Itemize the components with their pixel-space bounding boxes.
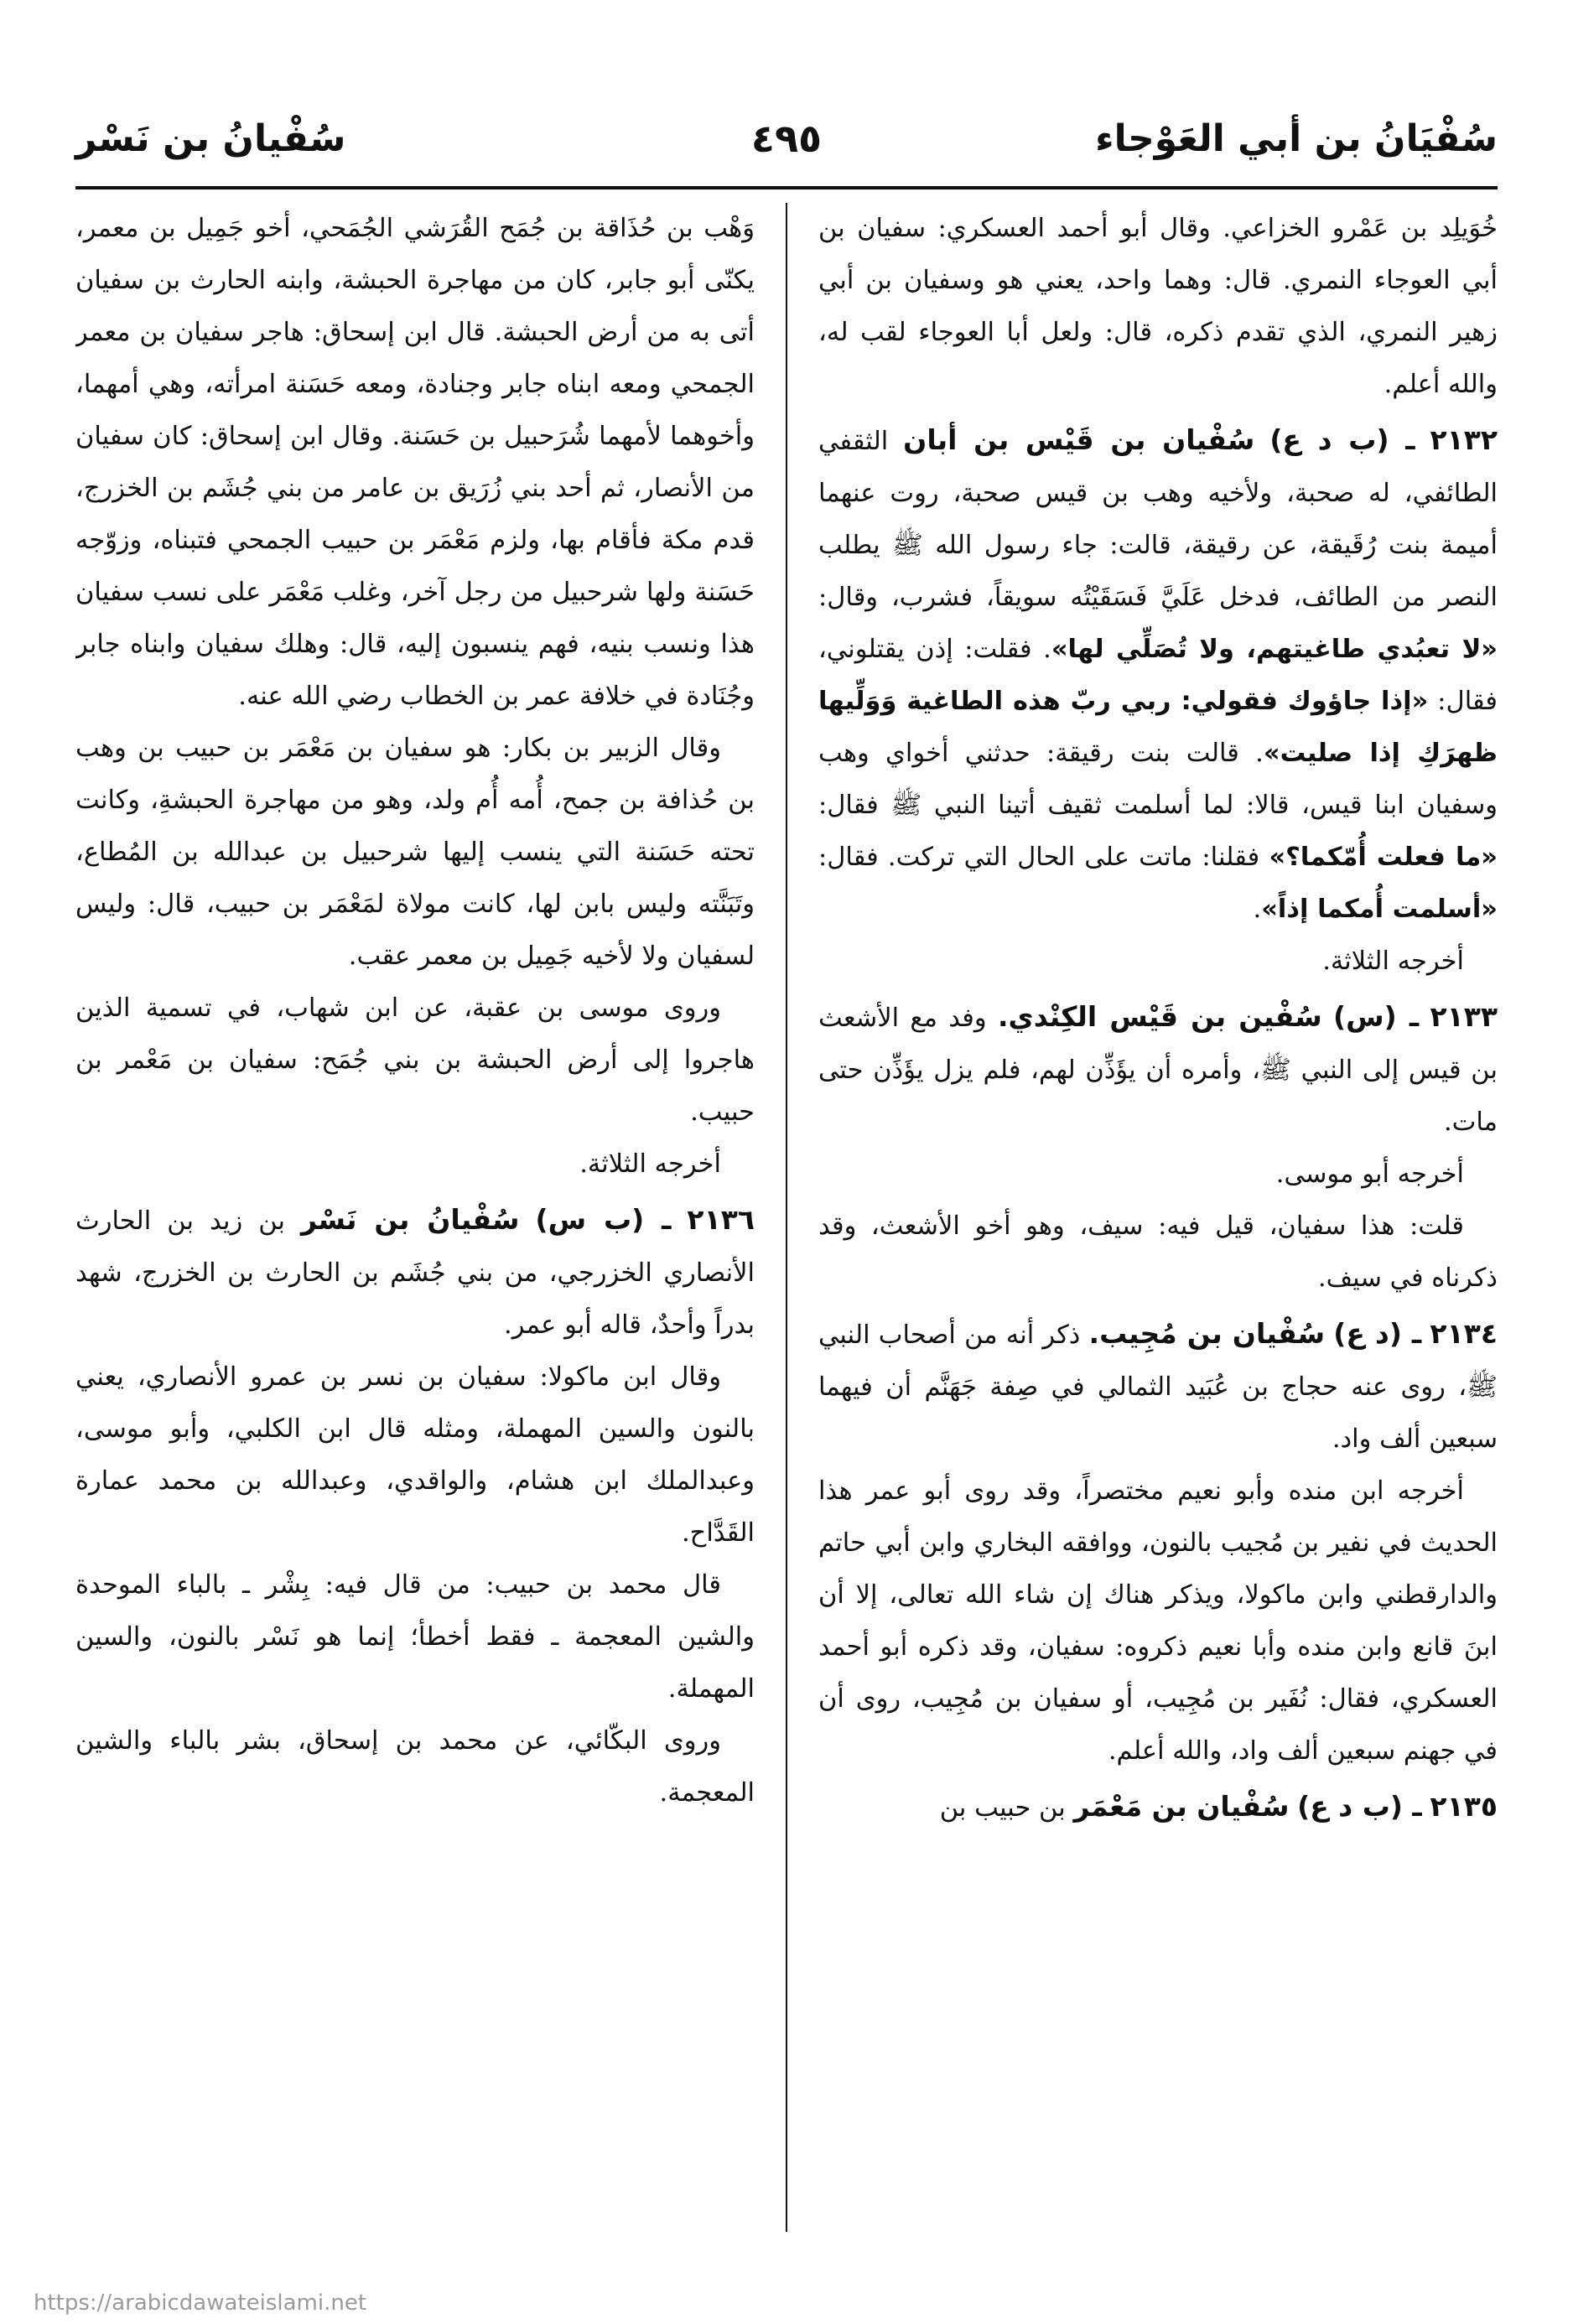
entry-number: ٢١٣٦ <box>687 1203 755 1236</box>
entry-text: بن زيد بن الحارث الأنصاري الخزرجي، من بني جُشَم بن الحارث بن الخزرج، شهد بدراً وأحدٌ، قاله أبو عمر. <box>75 1206 755 1340</box>
entry-text: فقلنا: ماتت على الحال التي تركت. فقال: <box>818 843 1269 872</box>
entry-source-code: (س) <box>1333 1000 1397 1033</box>
entry-source-code: (د ع) <box>1333 1317 1402 1350</box>
entry-text: . <box>1253 895 1262 924</box>
text-columns <box>75 203 1498 2232</box>
entry-text: . فقلت: إذن يقتلوني، فقال: <box>818 635 1498 716</box>
hadith-quote: «لا تعبُدي طاغيتهم، ولا تُصَلِّي لها» <box>1051 635 1498 664</box>
paragraph: خُوَيلِد بن عَمْرو الخزاعي. وقال أبو أحمد العسكري: سفيان بن أبي العوجاء النمري. قال: وهما واحد، يعني هو وسفيان بن أبي زهير النمري، الذي تقدم ذكره، قال: ولعل أبا العوجاء لقب له، والله أعلم. <box>818 214 1498 399</box>
entry-text: بن حبيب بن <box>939 1793 1074 1823</box>
paragraph: وقال الزبير بن بكار: هو سفيان بن مَعْمَر بن حبيب بن وهب بن حُذافة بن جمح، أُمه أُم ولد، وهو من مهاجرة الحبشةِ، وكانت تحته حَسَنة التي ينسب إليها شرحبيل بن عبدالله بن المُطاع، وتَبَنَّته وليس بابن لها، كانت مولاة لمَعْمَر بن حبيب، قال: وليس لسفيان ولا لأخيه جَمِيل بن معمر عقب. <box>75 734 755 971</box>
entry-2135: ٢١٣٥ ـ (ب د ع) سُفْيان بن مَعْمَر بن حبيب بن <box>939 1790 1498 1823</box>
column-divider <box>786 203 787 2232</box>
takhrij-note: أخرجه الثلاثة. <box>1322 947 1464 976</box>
paragraph: وقال ابن ماكولا: سفيان بن نسر بن عمرو الأنصاري، يعني بالنون والسين المهملة، ومثله قال ابن الكلبي، وأبو موسى، وعبدالملك ابن هشام، والواقدي، وعبدالله بن محمد عمارة القَدَّاح. <box>75 1362 755 1548</box>
entry-number: ٢١٣٣ <box>1430 1000 1498 1033</box>
hadith-quote: «أسلمت أُمكما إذاً» <box>1261 895 1498 924</box>
paragraph: أخرجه ابن منده وأبو نعيم مختصراً، وقد روى أبو عمر هذا الحديث في نفير بن مُجيب بالنون، ووافقه البخاري وابن أبي حاتم والدارقطني وابن ماكولا، ويذكر هناك إن شاء الله تعالى، إلا أن ابنَ قانع وابن منده وأبا نعيم ذكروه: سفيان، وقد ذكره أبو أحمد العسكري، فقال: نُفَير بن مُجِيب، أو سفيان بن مُجِيب، روى أن في جهنم سبعين ألف واد، والله أعلم. <box>818 1476 1498 1766</box>
entry-text: ذكر أنه من أصحاب النبي ﷺ، روى عنه حجاج بن عُبَيد الثمالي في صِفة جَهَنَّم أن فيهما سبعين ألف واد. <box>818 1320 1498 1454</box>
entry-name: سُفْيان بن مُجِيب. <box>1088 1317 1326 1350</box>
entry-number: ٢١٣٤ <box>1430 1317 1498 1350</box>
entry-source-code: (ب د ع) <box>1269 423 1389 456</box>
entry-2134: ٢١٣٤ ـ (د ع) سُفْيان بن مُجِيب. ذكر أنه من أصحاب النبي ﷺ، روى عنه حجاج بن عُبَيد الثمالي في صِفة جَهَنَّم أن فيهما سبعين ألف واد. <box>818 1317 1498 1454</box>
watermark-url: https://arabicdawateislami.net <box>34 2290 367 2316</box>
entry-text: وفد مع الأشعث بن قيس إلى النبي ﷺ، وأمره أن يؤَذِّن لهم، فلم يزل يؤَذِّن حتى مات. <box>818 1004 1498 1137</box>
entry-number: ٢١٣٥ <box>1430 1790 1498 1823</box>
header-right-title: سُفْيَانُ بن أبي العَوْجاء <box>1095 117 1498 160</box>
takhrij-note: أخرجه الثلاثة. <box>579 1149 721 1179</box>
left-column <box>75 203 755 2232</box>
entry-source-code: (ب د ع) <box>1297 1790 1403 1823</box>
header-left-title: سُفْيانُ بن نَسْر <box>75 117 346 160</box>
paragraph: قال محمد بن حبيب: من قال فيه: بِشْر ـ بالباء الموحدة والشين المعجمة ـ فقط أخطأ؛ إنما هو نَسْر بالنون، والسين المهملة. <box>75 1570 755 1704</box>
editor-note: قلت: هذا سفيان، قيل فيه: سيف، وهو أخو الأشعث، وقد ذكرناه في سيف. <box>818 1211 1498 1293</box>
entry-2132: ٢١٣٢ ـ (ب د ع) سُفْيان بن قَيْس بن أبان الثقفي الطائفي، له صحبة، ولأخيه وهب بن قيس صحبة، روت عنهما أميمة بنت رُقَيقة، عن رقيقة، قالت: جاء رسول الله ﷺ يطلب النصر من الطائف، فدخل عَلَيَّ فَسَقَيْتُه سويقاً، فشرب، وقال: «لا تعبُدي طاغيتهم، ولا تُصَلِّي لها». فقلت: إذن يقتلوني، فقال: «إذا جاؤوك فقولي: ربي ربّ هذه الطاغية وَوَلِّيها ظهرَكِ إذا صليت». قالت بنت رقيقة: حدثني أخواي وهب وسفيان ابنا قيس، قالا: لما أسلمت ثقيف أتينا النبي ﷺ فقال: «ما فعلت أُمّكما؟» فقلنا: ماتت على الحال التي تركت. فقال: «أسلمت أُمكما إذاً». <box>818 423 1498 924</box>
takhrij-note: أخرجه أبو موسى. <box>1275 1159 1464 1189</box>
paragraph: وروى البكّائي، عن محمد بن إسحاق، بشر بالباء والشين المعجمة. <box>75 1726 755 1808</box>
entry-number: ٢١٣٢ <box>1430 423 1498 456</box>
entry-2133: ٢١٣٣ ـ (س) سُفْين بن قَيْس الكِنْدي. وفد مع الأشعث بن قيس إلى النبي ﷺ، وأمره أن يؤَذِّن لهم، فلم يزل يؤَذِّن حتى مات. <box>818 1000 1498 1137</box>
running-header <box>75 101 1498 176</box>
entry-2136: ٢١٣٦ ـ (ب س) سُفْيانُ بن نَسْر بن زيد بن الحارث الأنصاري الخزرجي، من بني جُشَم بن الحارث بن الخزرج، شهد بدراً وأحدٌ، قاله أبو عمر. <box>75 1203 755 1340</box>
entry-text: . قالت بنت رقيقة: حدثني أخواي وهب وسفيان ابنا قيس، قالا: لما أسلمت ثقيف أتينا النبي ﷺ فقال: <box>818 739 1498 820</box>
right-column <box>818 203 1498 2232</box>
entry-text: الثقفي الطائفي، له صحبة، ولأخيه وهب بن قيس صحبة، روت عنهما أميمة بنت رُقَيقة، عن رقيقة، قالت: جاء رسول الله ﷺ يطلب النصر من الطائف، فدخل عَلَيَّ فَسَقَيْتُه سويقاً، فشرب، وقال: <box>818 427 1498 612</box>
entry-name: سُفْيان بن قَيْس بن أبان <box>903 423 1255 456</box>
page-number: ٤٩٥ <box>750 116 823 161</box>
paragraph: وروى موسى بن عقبة، عن ابن شهاب، في تسمية الذين هاجروا إلى أرض الحبشة بن بني جُمَح: سفيان بن مَعْمر بن حبيب. <box>75 993 755 1127</box>
header-rule <box>75 186 1498 189</box>
hadith-quote: «ما فعلت أُمّكما؟» <box>1269 843 1498 872</box>
paragraph: وَهْب بن حُذَاقة بن جُمَح القُرَشي الجُمَحي، أخو جَمِيل بن معمر، يكنّى أبو جابر، كان من مهاجرة الحبشة، وابنه الحارث بن سفيان أتى به من أرض الحبشة. قال ابن إسحاق: هاجر سفيان بن معمر الجمحي ومعه ابناه جابر وجنادة، ومعه حَسَنة امرأته، وهي أمهما، وأخوهما لأمهما شُرَحبيل بن حَسَنة. وقال ابن إسحاق: كان سفيان من الأنصار، ثم أحد بني زُرَيق بن عامر من بني جُشَم بن الخزرج، قدم مكة فأقام بها، ولزم مَعْمَر بن حبيب الجمحي فتبناه، وزوّجه حَسَنة ولها شرحبيل من رجل آخر، وغلب مَعْمَر على نسب سفيان هذا ونسب بنيه، فهم ينسبون إليه، قال: وهلك سفيان وابناه جابر وجُنَادة في خلافة عمر بن الخطاب رضي الله عنه. <box>75 214 755 711</box>
entry-name: سُفْيانُ بن نَسْر <box>301 1203 520 1236</box>
entry-source-code: (ب س) <box>535 1203 645 1236</box>
hadith-quote: «إذا جاؤوك فقولي: ربي ربّ هذه الطاغية وَوَلِّيها ظهرَكِ إذا صليت» <box>818 687 1498 768</box>
entry-name: سُفْين بن قَيْس الكِنْدي. <box>997 1000 1322 1033</box>
entry-name: سُفْيان بن مَعْمَر <box>1073 1790 1290 1823</box>
